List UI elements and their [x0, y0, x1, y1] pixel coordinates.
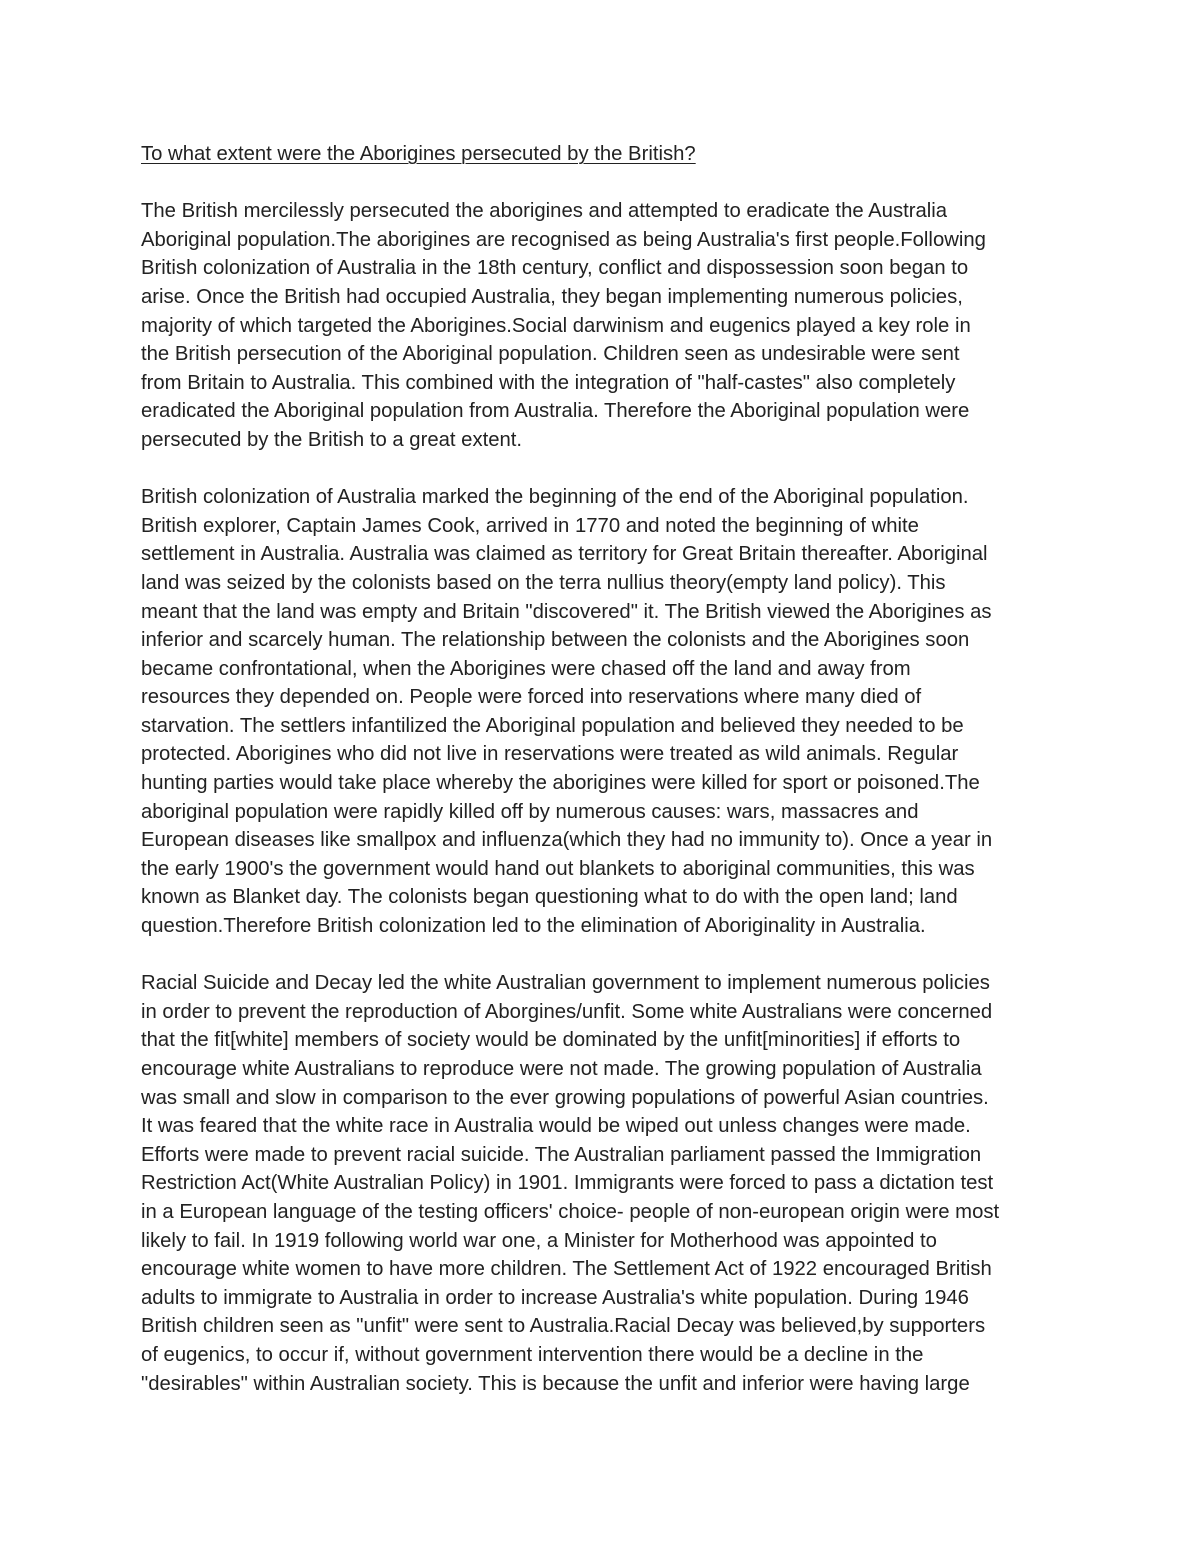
paragraph-line: protected. Aborigines who did not live in reservations were treated as wild animals. Regular	[141, 743, 959, 766]
paragraph-line: resources they depended on. People were forced into reservations where many died of	[141, 686, 922, 709]
paragraph-line: in a European language of the testing officers' choice- people of non-european origin were most	[141, 1200, 1000, 1223]
paragraph-line: Efforts were made to prevent racial suicide. The Australian parliament passed the Immigration	[141, 1143, 982, 1166]
paragraph-line: British colonization of Australia in the 18th century, conflict and dispossession soon began to	[141, 257, 969, 280]
paragraph-line: from Britain to Australia. This combined with the integration of "half-castes" also completely	[141, 371, 956, 394]
paragraph-line: became confrontational, when the Aborigines were chased off the land and away from	[141, 657, 911, 680]
paragraph-line: "desirables" within Australian society. This is because the unfit and inferior were having large	[141, 1372, 970, 1395]
paragraph-line: aboriginal population were rapidly killed off by numerous causes: wars, massacres and	[141, 800, 919, 823]
paragraph-line: European diseases like smallpox and influenza(which they had no immunity to). Once a year in	[141, 829, 993, 852]
paragraph-line: question.Therefore British colonization led to the elimination of Aboriginality in Australia.	[141, 915, 926, 938]
paragraph-line: likely to fail. In 1919 following world war one, a Minister for Motherhood was appointed to	[141, 1229, 937, 1252]
paragraph-line: majority of which targeted the Aborigines.Social darwinism and eugenics played a key role in	[141, 314, 971, 337]
paragraph-line: adults to immigrate to Australia in order to increase Australia's white population. During 1946	[141, 1286, 969, 1309]
paragraph-line: encourage white Australians to reproduce were not made. The growing population of Australia	[141, 1058, 982, 1080]
paragraph-line: of eugenics, to occur if, without government intervention there would be a decline in the	[141, 1343, 924, 1366]
paragraph-line: was small and slow in comparison to the ever growing populations of powerful Asian countries.	[141, 1086, 989, 1109]
paragraph-line: eradicated the Aboriginal population from Australia. Therefore the Aboriginal population were	[141, 400, 970, 423]
paragraph-line: encourage white women to have more children. The Settlement Act of 1922 encouraged British	[141, 1258, 992, 1281]
paragraph-line: hunting parties would take place whereby the aborigines were killed for sport or poisoned.The	[141, 772, 980, 795]
paragraph-line: arise. Once the British had occupied Australia, they began implementing numerous policies,	[141, 285, 963, 308]
paragraph-line: that the fit[white] members of society would be dominated by the unfit[minorities] if efforts to	[141, 1029, 961, 1052]
paragraph-line: persecuted by the British to a great extent.	[141, 428, 523, 451]
paragraph-1	[141, 197, 1071, 454]
paragraph-line: starvation. The settlers infantilized the Aboriginal population and believed they needed to be	[141, 714, 964, 737]
paragraph-line: meant that the land was empty and Britain "discovered" it. The British viewed the Aborigines as	[141, 600, 992, 623]
paragraph-2	[141, 483, 1071, 941]
paragraph-line: British colonization of Australia marked the beginning of the end of the Aboriginal population.	[141, 486, 969, 509]
paragraph-line: Restriction Act(White Australian Policy) in 1901. Immigrants were forced to pass a dictation test	[141, 1172, 994, 1195]
paragraph-line: inferior and scarcely human. The relationship between the colonists and the Aborigines soon	[141, 629, 970, 652]
paragraph-line: Aboriginal population.The aborigines are recognised as being Australia's first people.Following	[141, 228, 986, 251]
paragraph-line: Racial Suicide and Decay led the white Australian government to implement numerous policies	[141, 972, 990, 995]
paragraph-line: The British mercilessly persecuted the aborigines and attempted to eradicate the Australia	[141, 200, 948, 223]
paragraph-line: It was feared that the white race in Australia would be wiped out unless changes were made.	[141, 1115, 971, 1138]
paragraph-line: the early 1900's the government would hand out blankets to aboriginal communities, this was	[141, 857, 975, 880]
document-body	[141, 140, 1071, 1427]
paragraph-3	[141, 969, 1071, 1398]
paragraph-line: in order to prevent the reproduction of Aborgines/unfit. Some white Australians were concerned	[141, 1000, 993, 1023]
paragraph-line: British explorer, Captain James Cook, arrived in 1770 and noted the beginning of white	[141, 514, 919, 537]
paragraph-line: settlement in Australia. Australia was claimed as territory for Great Britain thereafter. Aboriginal	[141, 543, 988, 566]
paragraph-line: land was seized by the colonists based on the terra nullius theory(empty land policy). This	[141, 571, 946, 594]
paragraph-line: British children seen as "unfit" were sent to Australia.Racial Decay was believed,by supporters	[141, 1315, 986, 1338]
paragraph-line: known as Blanket day. The colonists began questioning what to do with the open land; land	[141, 886, 958, 909]
paragraph-line: the British persecution of the Aboriginal population. Children seen as undesirable were sent	[141, 343, 960, 366]
document-title: To what extent were the Aborigines persecuted by the British?	[141, 143, 696, 165]
